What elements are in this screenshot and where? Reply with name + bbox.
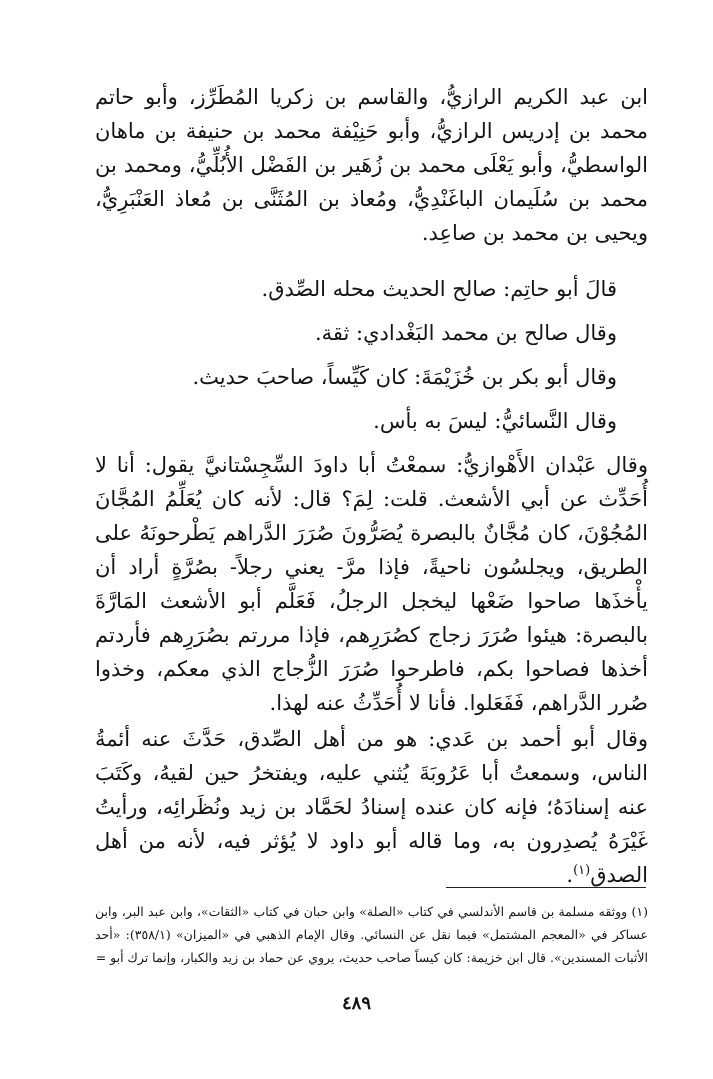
footnote: (١) ووثقه مسلمة بن قاسم الأندلسي في كتاب «الصلة» وابن حبان في كتاب «الثقات»، وابن عبد البر، وابن عساكر في «المعجم المشتمل» فيما نقل عن النسائي. وقال الإمام الذهبي في «الميزان» (٣٥٨/١): «أحد الأثبات المسندين». قال ابن خزيمة: كان كيساً صاحب حديث، يروي عن حماد بن زيد والكبار، وإنما ترك أبو = — [95, 904, 648, 965]
footnote-marker: (١) — [573, 863, 591, 878]
ibn-adi-text: وقال أبو أحمد بن عَدي: هو من أهل الصِّدق، حَدَّثَ عنه أئمةُ الناس، وسمعتُ أبا عَرُوبَةَ يُثني عليه، ويفتخرُ حين لقيهُ، وكَتَبَ عنه إسنادَهُ؛ فإنه كان عنده إسنادُ لحَمَّاد بن زيد ونُظَرائِه، ورأيتُ غَيْرَهُ يُصدِرون به، وما قاله أبو داود لا يُؤثر فيه، لأنه من أهل الصدق — [95, 727, 648, 887]
page-number: ٤٨٩ — [341, 993, 371, 1014]
quote-ibn-khuzaymah: وقال أبو بكر بن خُزَيْمَةَ: كان كَيِّساً، صاحبَ حديث. — [192, 365, 617, 389]
quote-salih-baghdadi: وقال صالح بن محمد البَغْدادي: ثقة. — [314, 321, 617, 345]
abdan-ahwazi-paragraph: وقال عَبْدان الأَهْوازيُّ: سمعْتُ أبا داودَ السِّجِسْتانيَّ يقول: أنا لا أُحَدِّث عن أبي الأشعث. قلت: لِمَ؟ قال: لأنه كان يُعَلِّمُ المُجَّانَ المُجُوْنَ، كان مُجَّانٌ بالبصرة يُصَرُّونَ صُرَرَ الدَّراهم يَطْرحونَهُ على الطريق، ويجلسُون ناحيةً، فإذا مرَّ- يعني رجلاً- بصُرَّةٍ أراد أن يأْخذَها صاحوا ضَعْها ليخجل الرجلُ، فَعَلَّم أبو الأشعث المَارَّةَ بالبصرة: هيئوا صُرَرَ زجاج كصُرَرِهم، فإذا مررتم بصُرَرِهم فأردتم أخذها فصاحوا بكم، فاطرحوا صُرَرَ الزُّجاج الذي معكم، وخذوا صُرر الدَّراهم، فَفَعَلوا. فأنا لا أُحَدِّثُ عنه لهذا. — [95, 453, 648, 715]
biography-narrators-paragraph: ابن عبد الكريم الرازيُّ، والقاسم بن زكريا المُطَرِّز، وأبو حاتم محمد بن إدريس الرازيُّ، وأبو حَنِيْفة محمد بن حنيفة بن ماهان الواسطيُّ، وأبو يَعْلَى محمد بن زُهَير بن الفَضْل الأُبُلِّيُّ، ومحمد بن محمد بن سُلَيمان الباغَنْدِيُّ، ومُعاذ بن المُثَنَّى بن مُعاذ العَنْبَرِيُّ، ويحيى بن محمد بن صاعِد. — [95, 85, 648, 245]
footnote-divider — [446, 887, 646, 888]
quote-abu-hatim: قالَ أبو حاتِم: صالح الحديث محله الصِّدق. — [261, 277, 617, 301]
quote-nasai: وقال النَّسائيُّ: ليسَ به بأس. — [373, 409, 617, 433]
ibn-adi-paragraph: وقال أبو أحمد بن عَدي: هو من أهل الصِّدق، حَدَّثَ عنه أئمةُ الناس، وسمعتُ أبا عَرُوبَةَ يُثني عليه، ويفتخرُ حين لقيهُ، وكَتَبَ عنه إسنادَهُ؛ فإنه كان عنده إسنادُ لحَمَّاد بن زيد ونُظَرائِه، ورأيتُ غَيْرَهُ يُصدِرون به، وما قاله أبو داود لا يُؤثر فيه، لأنه من أهل الصدق$^{(١)}$. — [95, 727, 648, 887]
